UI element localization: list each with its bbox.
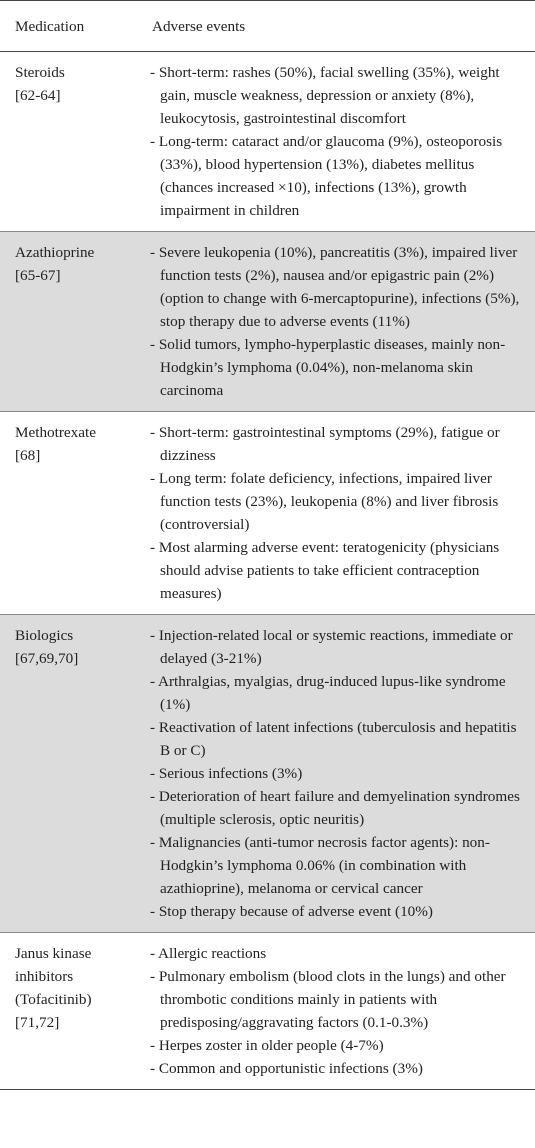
medication-references: [71,72] [15, 1014, 60, 1031]
adverse-events-list [150, 61, 529, 222]
adverse-event-item: - Short-term: rashes (50%), facial swelling (35%), weight gain, muscle weakness, depression or anxiety (8%), leukocytosis, gastrointestinal discomfort [150, 61, 529, 130]
medication-cell [0, 615, 136, 933]
adverse-event-item: - Serious infections (3%) [150, 762, 529, 785]
adverse-event-item: - Allergic reactions [150, 942, 529, 965]
adverse-event-item: - Common and opportunistic infections (3%) [150, 1057, 529, 1080]
adverse-events-cell [136, 615, 535, 933]
table-row [0, 933, 535, 1090]
medication-cell [0, 232, 136, 412]
adverse-event-item: - Pulmonary embolism (blood clots in the lungs) and other thrombotic conditions mainly in patients with predisposing/aggravating factors (0.1-0.3%) [150, 965, 529, 1034]
table-row [0, 412, 535, 615]
adverse-events-list [150, 624, 529, 923]
medication-references: [65-67] [15, 267, 61, 284]
medication-name: Steroids [15, 64, 65, 81]
adverse-events-cell [136, 52, 535, 232]
adverse-event-item: - Long term: folate deficiency, infections, impaired liver function tests (23%), leukopenia (8%) and liver fibrosis (controversial) [150, 467, 529, 536]
adverse-events-list [150, 421, 529, 605]
adverse-events-cell [136, 232, 535, 412]
table-header-row [0, 1, 535, 52]
adverse-event-item: - Stop therapy because of adverse event (10%) [150, 900, 529, 923]
adverse-event-item: - Long-term: cataract and/or glaucoma (9%), osteoporosis (33%), blood hypertension (13%), diabetes mellitus (chances increased ×10), infections (13%), growth impairment in children [150, 130, 529, 222]
table-row [0, 615, 535, 933]
medication-name: Biologics [15, 627, 74, 644]
adverse-events-cell [136, 412, 535, 615]
table-row [0, 232, 535, 412]
header-adverse-events: Adverse events [136, 1, 535, 52]
table-body [0, 52, 535, 1090]
adverse-event-item: - Arthralgias, myalgias, drug-induced lupus-like syndrome (1%) [150, 670, 529, 716]
adverse-event-item: - Reactivation of latent infections (tuberculosis and hepatitis B or C) [150, 716, 529, 762]
medication-name: Methotrexate [15, 424, 96, 441]
medication-references: [67,69,70] [15, 650, 79, 667]
header-medication: Medication [0, 1, 136, 52]
adverse-event-item: - Most alarming adverse event: teratogenicity (physicians should advise patients to take efficient contraception measures) [150, 536, 529, 605]
adverse-events-list [150, 942, 529, 1080]
adverse-event-item: - Malignancies (anti-tumor necrosis factor agents): non-Hodgkin’s lymphoma 0.06% (in combination with azathioprine), melanoma or cervical cancer [150, 831, 529, 900]
adverse-events-cell [136, 933, 535, 1090]
adverse-events-list [150, 241, 529, 402]
adverse-event-item: - Deterioration of heart failure and demyelination syndromes (multiple sclerosis, optic neuritis) [150, 785, 529, 831]
adverse-event-item: - Solid tumors, lympho-hyperplastic diseases, mainly non-Hodgkin’s lymphoma (0.04%), non-melanoma skin carcinoma [150, 333, 529, 402]
medication-name: Janus kinase inhibitors (Tofacitinib) [15, 945, 92, 1008]
medication-name: Azathioprine [15, 244, 95, 261]
medication-cell [0, 52, 136, 232]
adverse-event-item: - Short-term: gastrointestinal symptoms (29%), fatigue or dizziness [150, 421, 529, 467]
adverse-event-item: - Severe leukopenia (10%), pancreatitis (3%), impaired liver function tests (2%), nausea and/or epigastric pain (2%) (option to change with 6-mercaptopurine), infections (5%), stop therapy due to adverse events (11%) [150, 241, 529, 333]
medication-references: [62-64] [15, 87, 61, 104]
adverse-event-item: - Herpes zoster in older people (4-7%) [150, 1034, 529, 1057]
table-row [0, 52, 535, 232]
medication-cell [0, 933, 136, 1090]
adverse-event-item: - Injection-related local or systemic reactions, immediate or delayed (3-21%) [150, 624, 529, 670]
medication-references: [68] [15, 447, 41, 464]
medication-cell [0, 412, 136, 615]
